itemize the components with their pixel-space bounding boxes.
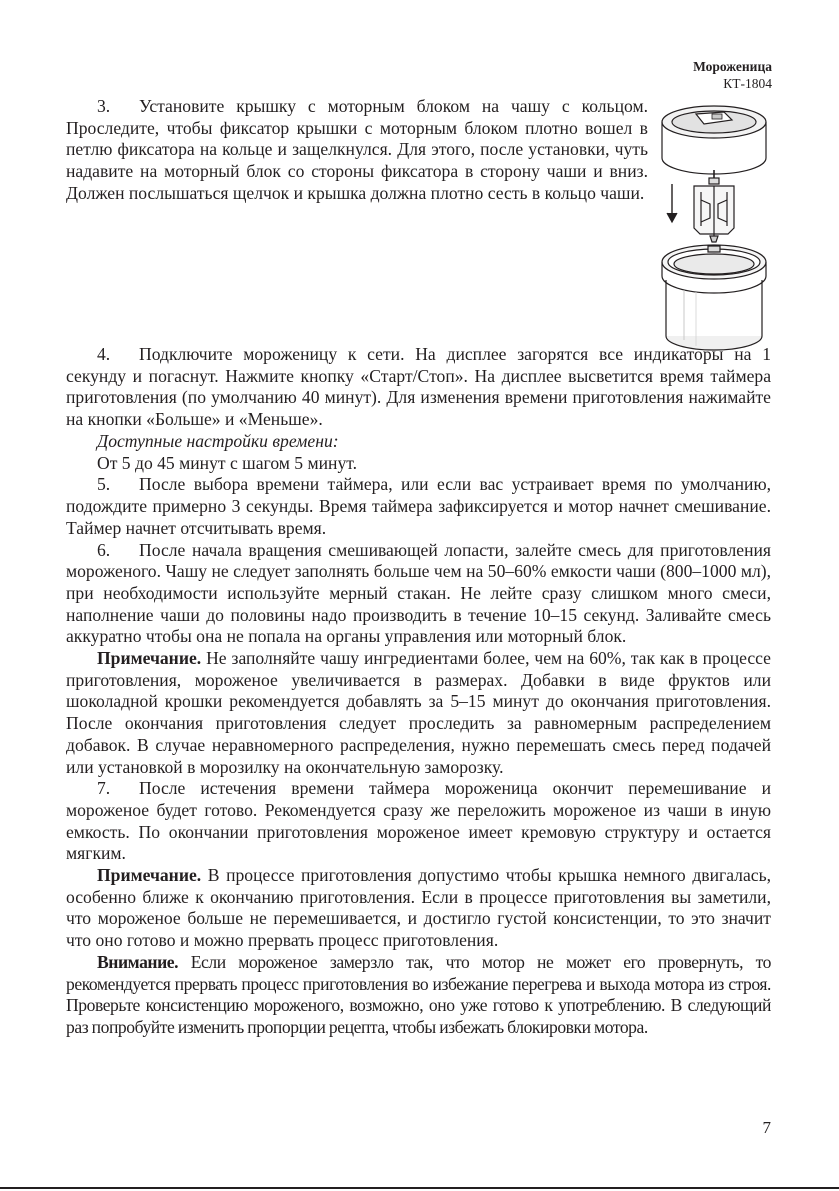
step-3-text: Установите крышку с моторным блоком на чашу с кольцом. Проследите, чтобы фиксатор крышки с моторным блоком плотно вошел в петлю фиксатора на кольце и защелкнулся. Для этого, после установки, чуть надавите на моторный блок со стороны фиксатора в сторону чаши и вниз. Должен послышаться щелчок и крышка должна плотно сесть в кольцо чаши. — [66, 96, 648, 203]
warning — [66, 952, 771, 1039]
step-6-number: 6. — [97, 539, 111, 560]
step-7 — [66, 778, 771, 865]
step-4-number: 4. — [97, 344, 111, 364]
step-4 — [66, 344, 771, 431]
note-2-text: В процессе приготовления допустимо чтобы крышка немного двигалась, особенно ближе к окончанию приготовления. Если в процессе приготовления вы заметили, что мороженое больше не перемешивается, и достигло густой консистенции, то это значит что оно готово и можно прервать процесс приготовления. — [66, 865, 771, 951]
footer-divider — [0, 1187, 839, 1189]
warning-label: Внимание. — [97, 951, 179, 972]
note-1-label: Примечание. — [97, 648, 202, 669]
step-3-number: 3. — [97, 96, 111, 116]
step-7-number: 7. — [97, 778, 111, 799]
note-1-text: Не заполняйте чашу ингредиентами более, чем на 60%, так как в процессе приготовления, мороженое увеличивается в размерах. Добавки в виде фруктов или шоколадной крошки рекомендуется добавлять за 5–15 минут до окончания приготовления. После окончания приготовления следует проследить за равномерным распределением добавок. В случае неравномерного распределения, нужно перемешать смесь перед подачей или установкой в морозилку на окончательную заморозку. — [66, 648, 771, 777]
step-5-number: 5. — [97, 474, 111, 495]
step-6-text: После начала вращения смешивающей лопасти, залейте смесь для приготовления мороженого. Чашу не следует заполнять больше чем на 50–60% емкости чаши (800–1000 мл), при необходимости используйте мерный стакан. Не лейте сразу слишком много смеси, наполнение чаши до половины надо производить в течение 10–15 секунд. Заливайте смесь аккуратно чтобы она не попала на органы управления или моторный блок. — [66, 539, 771, 647]
time-settings-heading: Доступные настройки времени: — [97, 431, 339, 451]
header-model: КТ-1804 — [723, 76, 772, 91]
note-2-label: Примечание. — [97, 865, 202, 886]
step-7-text: После истечения времени таймера мороженица окончит перемешивание и мороженое будет готово. Рекомендуется сразу же переложить мороженое из чаши в иную емкость. По окончании приготовления мороженое имеет кремовую структуру и остается мягким. — [66, 778, 771, 864]
ice-cream-maker-assembly-icon — [656, 100, 772, 355]
step-3 — [66, 96, 648, 205]
time-settings-value: От 5 до 45 минут с шагом 5 минут. — [97, 452, 358, 473]
page-number: 7 — [762, 1118, 771, 1137]
header-title: Мороженица — [693, 59, 772, 74]
note-1 — [66, 648, 771, 778]
main-content — [66, 431, 771, 1039]
page-header — [693, 58, 772, 92]
step-4-text: Подключите мороженицу к сети. На дисплее загорятся все индикаторы на 1 секунду и погаснут. Нажмите кнопку «Старт/Стоп». На дисплее высветится время таймера приготовления (по умолчанию 40 минут). Для изменения времени приготовления нажимайте на кнопки «Больше» и «Меньше». — [66, 344, 771, 430]
step-6 — [66, 540, 771, 649]
step-5 — [66, 474, 771, 539]
note-2 — [66, 865, 771, 952]
warning-text: Если мороженое замерзло так, что мотор не может его провернуть, то рекомендуется прервать процесс приготовления во избежание перегрева и выхода мотора из строя. Проверьте консистенцию мороженого, возможно, оно уже готово к употреблению. В следующий раз попробуйте изменить пропорции рецепта, чтобы избежать блокировки мотора. — [66, 951, 771, 1037]
step-5-text: После выбора времени таймера, или если вас устраивает время по умолчанию, подождите примерно 3 секунды. Время таймера зафиксируется и мотор начнет смешивание. Таймер начнет отсчитывать время. — [66, 474, 771, 538]
